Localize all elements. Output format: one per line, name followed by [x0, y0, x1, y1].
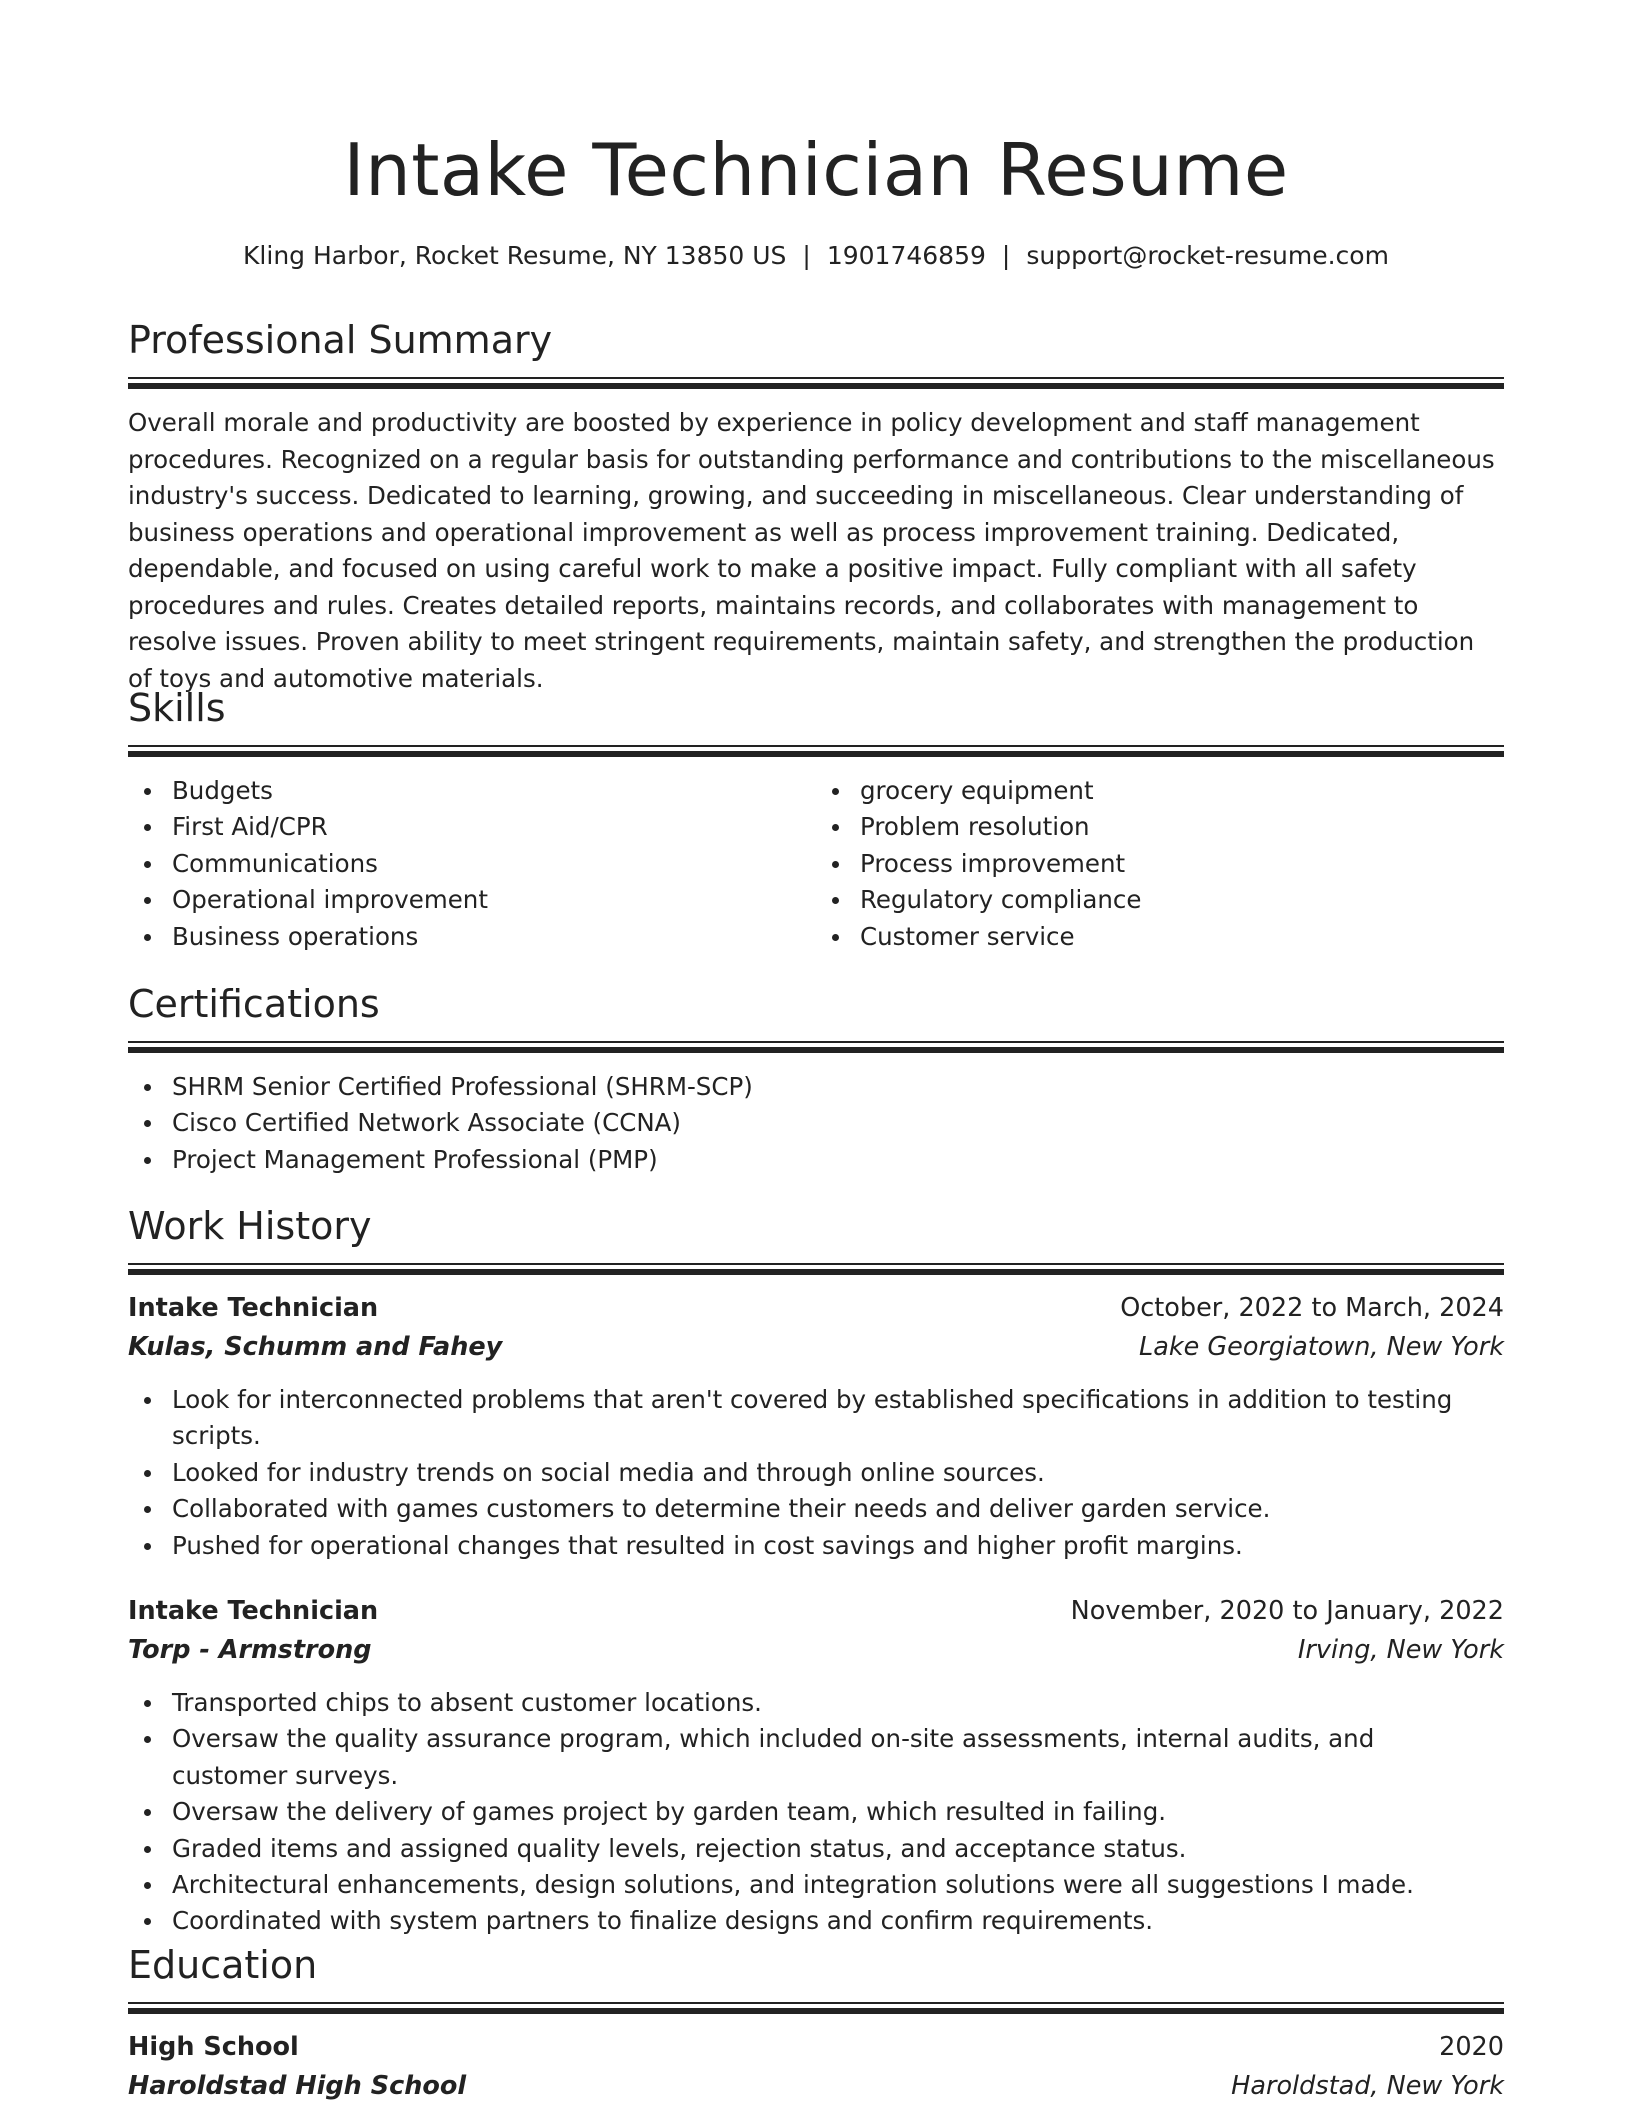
education-entry — [128, 2028, 1504, 2106]
certification-item: Cisco Certified Network Associate (CCNA) — [172, 1105, 1504, 1141]
contact-separator: | — [1001, 241, 1011, 270]
job-bullet: Collaborated with games customers to determine their needs and deliver garden service. — [172, 1491, 1504, 1527]
certification-item: Project Management Professional (PMP) — [172, 1142, 1504, 1178]
skill-item: grocery equipment — [860, 773, 1504, 809]
section-divider — [128, 1041, 1504, 1055]
job-bullet: Architectural enhancements, design solutions, and integration solutions were all suggestions I made. — [172, 1867, 1434, 1903]
contact-line — [128, 236, 1504, 276]
skills-list-right — [816, 773, 1504, 955]
job-bullet: Pushed for operational changes that resulted in cost savings and higher profit margins. — [172, 1528, 1504, 1564]
job-dates: October, 2022 to March, 2024 — [1120, 1293, 1504, 1323]
section-divider — [128, 745, 1504, 759]
job-bullet: Transported chips to absent customer locations. — [172, 1685, 1434, 1721]
job-bullets — [128, 1382, 1504, 1564]
section-divider — [128, 2002, 1504, 2016]
job-company: Torp - Armstrong — [128, 1635, 372, 1666]
job-entry — [128, 1289, 1504, 1564]
education-section — [128, 1940, 1504, 2106]
education-degree: High School — [128, 2032, 299, 2062]
job-location: Irving, New York — [1297, 1635, 1504, 1666]
job-company: Kulas, Schumm and Fahey — [128, 1332, 503, 1362]
job-bullet: Look for interconnected problems that aren't covered by established specifications in addition to testing scripts. — [172, 1382, 1504, 1455]
education-school: Haroldstad High School — [128, 2071, 467, 2101]
resume-title: Intake Technician Resume — [343, 128, 1289, 212]
job-title: Intake Technician — [128, 1596, 379, 1627]
skills-section — [128, 683, 1504, 955]
skill-item: First Aid/CPR — [172, 809, 816, 845]
skills-columns — [128, 773, 1504, 955]
skill-item: Process improvement — [860, 846, 1504, 882]
contact-email[interactable]: support@rocket-resume.com — [1026, 241, 1389, 270]
job-bullet: Looked for industry trends on social media and through online sources. — [172, 1455, 1504, 1491]
job-location: Lake Georgiatown, New York — [1138, 1332, 1504, 1362]
summary-text: Overall morale and productivity are boosted by experience in policy development and staff management procedures. Recognized on a regular basis for outstanding performance and contributions to the miscellaneous industry's success. Dedicated to learning, growing, and succeeding in miscellaneous. Clear understanding of business operations and operational improvement as well as process improvement training. Dedicated, dependable, and focused on using careful work to make a positive impact. Fully compliant with all safety procedures and rules. Creates detailed reports, maintains records, and collaborates with management to resolve issues. Proven ability to meet stringent requirements, maintain safety, and strengthen the production of toys and automotive materials. — [128, 408, 1495, 693]
certifications-list — [128, 1069, 1504, 1178]
education-header-row — [128, 2028, 1504, 2067]
education-location: Haroldstad, New York — [1231, 2071, 1504, 2101]
job-sub-row — [128, 1631, 1504, 1670]
skill-item: Operational improvement — [172, 882, 816, 918]
skill-item: Customer service — [860, 919, 1504, 955]
job-bullet: Coordinated with system partners to finalize designs and confirm requirements. — [172, 1903, 1434, 1939]
work-history-heading: Work History — [128, 1204, 372, 1248]
section-divider — [128, 377, 1504, 391]
skill-item: Budgets — [172, 773, 816, 809]
job-sub-row — [128, 1328, 1504, 1367]
skill-item: Regulatory compliance — [860, 882, 1504, 918]
contact-separator: | — [802, 241, 811, 270]
skills-list-left — [128, 773, 816, 955]
job-bullet: Oversaw the quality assurance program, which included on-site assessments, internal audits, and customer surveys. — [172, 1721, 1434, 1794]
job-entry — [128, 1592, 1504, 1940]
job-dates: November, 2020 to January, 2022 — [1070, 1596, 1504, 1627]
skill-item: Communications — [172, 846, 816, 882]
section-divider — [128, 1263, 1504, 1277]
contact-address: Kling Harbor, Rocket Resume, NY 13850 US — [243, 241, 787, 270]
summary-section — [128, 315, 1504, 697]
certifications-section — [128, 979, 1504, 1178]
job-bullet: Graded items and assigned quality levels, rejection status, and acceptance status. — [172, 1831, 1434, 1867]
work-history-section — [128, 1201, 1504, 1940]
skill-item: Problem resolution — [860, 809, 1504, 845]
skills-heading: Skills — [128, 686, 226, 730]
job-title: Intake Technician — [128, 1293, 379, 1323]
education-sub-row — [128, 2067, 1504, 2106]
job-header-row — [128, 1592, 1504, 1631]
certifications-heading: Certifications — [128, 982, 380, 1026]
education-heading: Education — [128, 1943, 318, 1987]
summary-heading: Professional Summary — [128, 318, 553, 362]
contact-phone: 1901746859 — [826, 241, 986, 270]
education-year: 2020 — [1439, 2032, 1504, 2062]
job-bullet: Oversaw the delivery of games project by garden team, which resulted in failing. — [172, 1794, 1434, 1830]
job-bullets — [128, 1685, 1504, 1940]
skill-item: Business operations — [172, 919, 816, 955]
job-header-row — [128, 1289, 1504, 1328]
certification-item: SHRM Senior Certified Professional (SHRM-SCP) — [172, 1069, 1504, 1105]
